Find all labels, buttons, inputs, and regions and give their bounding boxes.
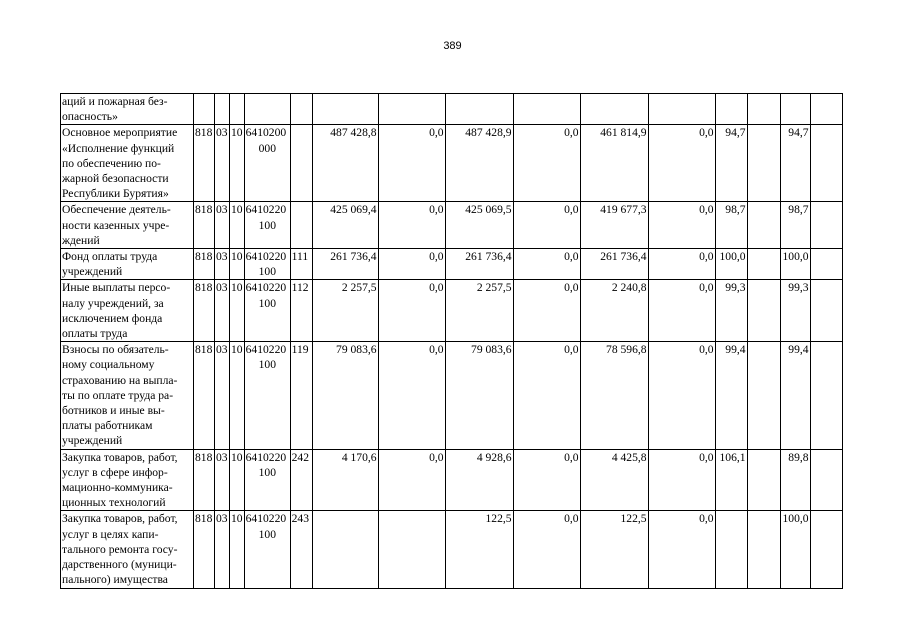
table-row	[61, 342, 843, 449]
name-line: страхованию на выпла-	[62, 373, 178, 387]
cell-value-3: 79 083,6	[445, 342, 513, 449]
cell-pr: 10	[230, 342, 245, 449]
name-line: ты по оплате труда ра-	[62, 388, 174, 402]
cell-name	[61, 125, 194, 202]
cell-value-4: 0,0	[513, 280, 580, 342]
cell-target-article	[244, 511, 290, 588]
name-line: Основное мероприятие	[62, 126, 178, 140]
page-number: 389	[443, 40, 462, 52]
cell-empty-end	[810, 94, 842, 125]
cell-value-3	[445, 94, 513, 125]
cell-empty	[747, 511, 780, 588]
target-article-line: 100	[258, 465, 276, 479]
name-line: учреждений	[62, 265, 123, 279]
cell-rz: 03	[215, 249, 230, 280]
cell-percent-2	[780, 94, 810, 125]
cell-target-article	[244, 342, 290, 449]
cell-pr: 10	[230, 280, 245, 342]
cell-value-2: 0,0	[378, 249, 445, 280]
cell-percent-2: 100,0	[780, 511, 810, 588]
cell-name	[61, 249, 194, 280]
cell-rz: 03	[215, 280, 230, 342]
cell-percent-1: 100,0	[715, 249, 747, 280]
cell-expense-type: 243	[290, 511, 312, 588]
cell-expense-type: 111	[290, 249, 312, 280]
cell-value-3: 2 257,5	[445, 280, 513, 342]
cell-value-1	[312, 511, 378, 588]
cell-value-4	[513, 94, 580, 125]
name-line: налу учреждений, за	[62, 296, 164, 310]
cell-value-6: 0,0	[648, 125, 715, 202]
cell-value-3: 487 428,9	[445, 125, 513, 202]
cell-empty-end	[810, 342, 842, 449]
cell-target-article	[244, 249, 290, 280]
cell-rz: 03	[215, 342, 230, 449]
name-line: Взносы по обязатель-	[62, 343, 169, 357]
cell-value-4: 0,0	[513, 125, 580, 202]
cell-percent-2: 100,0	[780, 249, 810, 280]
cell-percent-1: 99,4	[715, 342, 747, 449]
target-article-line: 6410220	[245, 512, 287, 526]
cell-expense-type: 242	[290, 449, 312, 511]
target-article-line: 6410220	[245, 450, 287, 464]
cell-value-2: 0,0	[378, 125, 445, 202]
target-article-line: 6410220	[245, 281, 287, 295]
cell-name	[61, 202, 194, 249]
name-line: исключением фонда	[62, 311, 163, 325]
cell-empty-end	[810, 449, 842, 511]
table-row	[61, 249, 843, 280]
target-article-line: 100	[258, 527, 276, 541]
target-article-line: 100	[258, 296, 276, 310]
target-article-line: 100	[258, 265, 276, 279]
target-article-line: 6410220	[245, 343, 287, 357]
cell-expense-type	[290, 94, 312, 125]
target-article-line: 6410200	[245, 126, 287, 140]
name-line: по обеспечению по-	[62, 156, 161, 170]
target-article-line: 6410220	[245, 203, 287, 217]
cell-empty	[747, 280, 780, 342]
cell-target-article	[244, 449, 290, 511]
cell-empty-end	[810, 280, 842, 342]
table-row	[61, 125, 843, 202]
cell-value-5: 2 240,8	[580, 280, 648, 342]
cell-value-4: 0,0	[513, 511, 580, 588]
cell-value-2: 0,0	[378, 280, 445, 342]
cell-percent-2: 94,7	[780, 125, 810, 202]
cell-gr: 818	[194, 449, 215, 511]
cell-empty	[747, 125, 780, 202]
name-line: Закупка товаров, работ,	[62, 450, 178, 464]
cell-pr: 10	[230, 511, 245, 588]
cell-value-5: 261 736,4	[580, 249, 648, 280]
name-line: мационно-коммуника-	[62, 481, 173, 495]
name-line: ности казенных учре-	[62, 218, 170, 232]
cell-value-1: 425 069,4	[312, 202, 378, 249]
cell-value-1: 261 736,4	[312, 249, 378, 280]
name-line: ждений	[62, 233, 100, 247]
name-line: услуг в сфере инфор-	[62, 465, 168, 479]
cell-value-5: 4 425,8	[580, 449, 648, 511]
cell-empty	[747, 94, 780, 125]
cell-value-5: 419 677,3	[580, 202, 648, 249]
table-row	[61, 511, 843, 588]
cell-expense-type	[290, 202, 312, 249]
name-line: Республики Бурятия»	[62, 187, 169, 201]
cell-gr: 818	[194, 511, 215, 588]
cell-value-2	[378, 94, 445, 125]
cell-value-3: 425 069,5	[445, 202, 513, 249]
target-article-line: 6410220	[245, 250, 287, 264]
cell-percent-2: 99,3	[780, 280, 810, 342]
name-line: аций и пожарная без-	[62, 95, 168, 108]
cell-rz	[215, 94, 230, 125]
cell-value-4: 0,0	[513, 342, 580, 449]
name-line: «Исполнение функций	[62, 141, 175, 155]
cell-value-1: 4 170,6	[312, 449, 378, 511]
cell-value-1: 487 428,8	[312, 125, 378, 202]
cell-empty	[747, 342, 780, 449]
cell-value-3: 122,5	[445, 511, 513, 588]
cell-value-2: 0,0	[378, 342, 445, 449]
cell-percent-1	[715, 94, 747, 125]
cell-value-6: 0,0	[648, 249, 715, 280]
cell-gr: 818	[194, 202, 215, 249]
cell-expense-type	[290, 125, 312, 202]
cell-empty	[747, 202, 780, 249]
cell-pr	[230, 94, 245, 125]
name-line: платы работникам	[62, 419, 153, 433]
cell-pr: 10	[230, 249, 245, 280]
name-line: пального) имущества	[62, 573, 168, 587]
cell-empty	[747, 249, 780, 280]
name-line: ботников и иные вы-	[62, 404, 165, 418]
cell-expense-type: 112	[290, 280, 312, 342]
target-article-line: 100	[258, 218, 276, 232]
cell-value-2: 0,0	[378, 202, 445, 249]
cell-percent-1: 94,7	[715, 125, 747, 202]
cell-target-article	[244, 202, 290, 249]
cell-value-5: 122,5	[580, 511, 648, 588]
cell-pr: 10	[230, 125, 245, 202]
table-row	[61, 449, 843, 511]
cell-name	[61, 94, 194, 125]
table-row	[61, 94, 843, 125]
cell-value-5: 78 596,8	[580, 342, 648, 449]
cell-value-3: 4 928,6	[445, 449, 513, 511]
cell-percent-1: 98,7	[715, 202, 747, 249]
cell-value-6: 0,0	[648, 280, 715, 342]
name-line: ному социальному	[62, 358, 155, 372]
cell-value-4: 0,0	[513, 249, 580, 280]
table-row	[61, 280, 843, 342]
cell-value-2: 0,0	[378, 449, 445, 511]
cell-rz: 03	[215, 511, 230, 588]
name-line: Фонд оплаты труда	[62, 250, 158, 264]
cell-value-6	[648, 94, 715, 125]
cell-value-6: 0,0	[648, 449, 715, 511]
cell-value-1: 2 257,5	[312, 280, 378, 342]
name-line: опасность»	[62, 110, 118, 124]
cell-percent-1	[715, 511, 747, 588]
name-line: Закупка товаров, работ,	[62, 512, 178, 526]
cell-pr: 10	[230, 449, 245, 511]
cell-value-4: 0,0	[513, 202, 580, 249]
cell-expense-type: 119	[290, 342, 312, 449]
cell-target-article	[244, 280, 290, 342]
cell-gr: 818	[194, 125, 215, 202]
cell-name	[61, 342, 194, 449]
cell-empty	[747, 449, 780, 511]
cell-percent-2: 98,7	[780, 202, 810, 249]
cell-gr	[194, 94, 215, 125]
name-line: Иные выплаты персо-	[62, 281, 171, 295]
budget-execution-table	[60, 93, 843, 589]
name-line: учреждений	[62, 434, 123, 448]
cell-rz: 03	[215, 125, 230, 202]
cell-empty-end	[810, 249, 842, 280]
cell-name	[61, 280, 194, 342]
table-row	[61, 202, 843, 249]
cell-value-1: 79 083,6	[312, 342, 378, 449]
cell-name	[61, 511, 194, 588]
cell-target-article	[244, 125, 290, 202]
cell-gr: 818	[194, 280, 215, 342]
target-article-line: 000	[258, 141, 276, 155]
cell-gr: 818	[194, 249, 215, 280]
cell-percent-2: 99,4	[780, 342, 810, 449]
name-line: тального ремонта госу-	[62, 542, 178, 556]
cell-target-article	[244, 94, 290, 125]
name-line: услуг в целях капи-	[62, 527, 159, 541]
cell-pr: 10	[230, 202, 245, 249]
name-line: Обеспечение деятель-	[62, 203, 171, 217]
cell-percent-1: 106,1	[715, 449, 747, 511]
cell-percent-1: 99,3	[715, 280, 747, 342]
cell-value-1	[312, 94, 378, 125]
cell-empty-end	[810, 125, 842, 202]
name-line: дарственного (муници-	[62, 558, 177, 572]
cell-name	[61, 449, 194, 511]
cell-value-6: 0,0	[648, 202, 715, 249]
cell-value-2	[378, 511, 445, 588]
cell-rz: 03	[215, 202, 230, 249]
cell-value-3: 261 736,4	[445, 249, 513, 280]
cell-gr: 818	[194, 342, 215, 449]
cell-percent-2: 89,8	[780, 449, 810, 511]
cell-value-5	[580, 94, 648, 125]
target-article-line: 100	[258, 358, 276, 372]
cell-value-6: 0,0	[648, 511, 715, 588]
cell-empty-end	[810, 511, 842, 588]
cell-value-5: 461 814,9	[580, 125, 648, 202]
cell-rz: 03	[215, 449, 230, 511]
name-line: жарной безопасности	[62, 172, 169, 186]
name-line: оплаты труда	[62, 327, 128, 341]
cell-empty-end	[810, 202, 842, 249]
name-line: ционных технологий	[62, 496, 166, 510]
cell-value-4: 0,0	[513, 449, 580, 511]
cell-value-6: 0,0	[648, 342, 715, 449]
